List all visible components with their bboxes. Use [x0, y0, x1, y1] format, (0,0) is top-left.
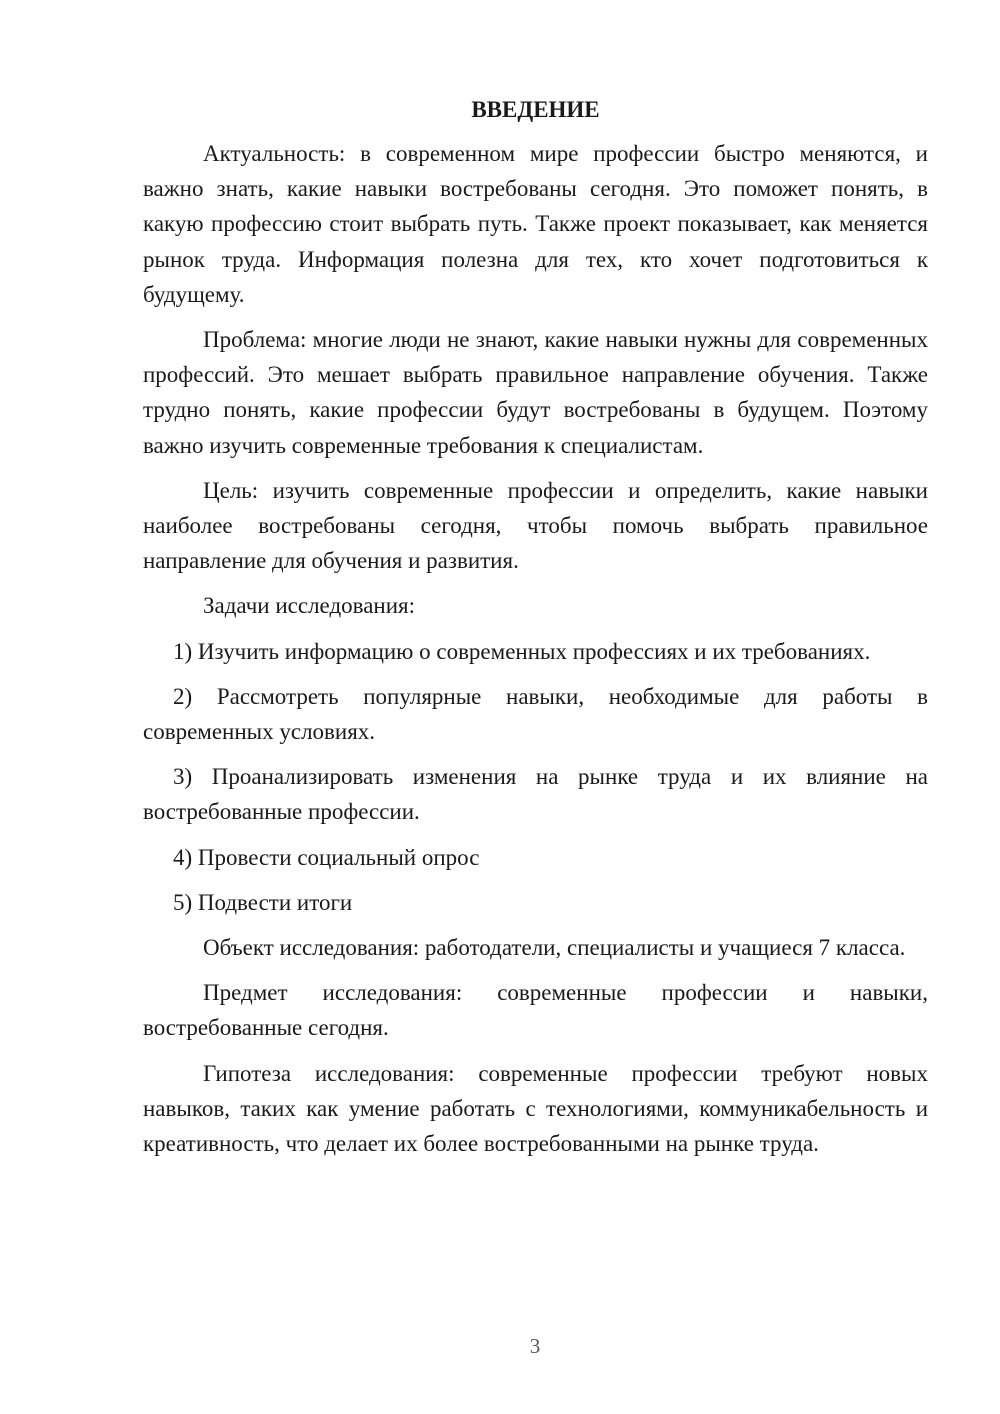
paragraph-relevance: Актуальность: в современном мире профессии быстро меняются, и важно знать, какие навыки востребованы сегодня. Это поможет понять, в какую профессию стоит выбрать путь. Также проект показывает, как меняется рынок труда. Информация полезна для тех, кто хочет подготовиться к будущему.: [143, 141, 928, 307]
section-title: ВВЕДЕНИЕ: [471, 97, 600, 122]
task-item-5: 5) Подвести итоги: [173, 889, 353, 915]
paragraph-subject: Предмет исследования: современные профессии и навыки, востребованные сегодня.: [143, 980, 928, 1041]
document-body: [143, 92, 928, 1171]
task-item-1: 1) Изучить информацию о современных профессиях и их требованиях.: [173, 638, 871, 664]
paragraph-object: Объект исследования: работодатели, специалисты и учащиеся 7 класса.: [203, 935, 906, 961]
paragraph-goal: Цель: изучить современные профессии и определить, какие навыки наиболее востребованы сегодня, чтобы помочь выбрать правильное направление для обучения и развития.: [143, 477, 928, 574]
page-number: 3: [529, 1334, 541, 1358]
paragraph-problem: Проблема: многие люди не знают, какие навыки нужны для современных профессий. Это мешает выбрать правильное направление обучения. Также трудно понять, какие профессии будут востребованы в будущем. Поэтому важно изучить современные требования к специалистам.: [143, 327, 928, 458]
task-item-3: 3) Проанализировать изменения на рынке труда и их влияние на востребованные профессии.: [143, 764, 928, 825]
task-item-2: 2) Рассмотреть популярные навыки, необходимые для работы в современных условиях.: [143, 683, 928, 745]
paragraph-hypothesis: Гипотеза исследования: современные профессии требуют новых навыков, таких как умение работать с технологиями, коммуникабельность и креативность, что делает их более востребованными на рынке труда.: [143, 1060, 928, 1157]
tasks-heading: Задачи исследования:: [203, 593, 416, 619]
task-item-4: 4) Провести социальный опрос: [173, 844, 480, 870]
